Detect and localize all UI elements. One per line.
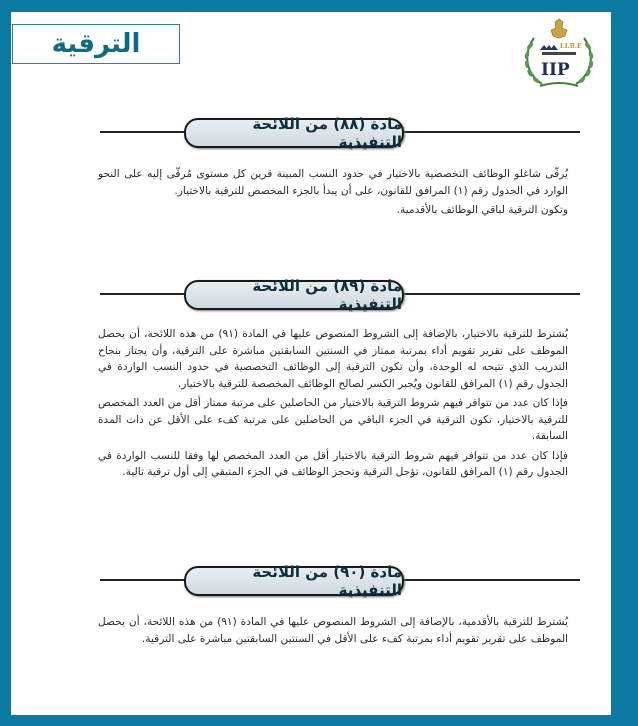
section-heading: مادة (٨٩) من اللائحة التنفيذية <box>252 277 402 313</box>
section-heading-pill <box>184 115 404 151</box>
institute-logo <box>516 18 602 98</box>
section-header-88 <box>100 115 580 151</box>
paragraph: يُشترط للترقية بالاختيار، بالإضافة إلى الشروط المنصوص عليها في المادة (٩١) من هذه اللائحة، أن يحصل الموظف على تقرير تقويم أداء بمرتبة ممتاز في السنتين السابقتين مباشرة على الترقية، وأن يجتاز بنجاح التدريب الذي تتيحه له الوحدة، وأن تكون الترقية إلى الوظائف التخصصية في حدود النسب الواردة في الجدول رقم (١) المرافق للقانون ويُجبر الكسر لصالح الوظائف المخصصة للترقية بالاختيار. <box>98 328 568 390</box>
section-header-89 <box>100 277 580 313</box>
paragraph: فإذا كان عدد من تتوافر فيهم شروط الترقية بالاختيار أقل من العدد المخصص لها وفقا للنسب الواردة في الجدول رقم (١) المرافق للقانون، تؤجل الترقية وتحجز الوظائف في الجزء المتبقي إلى أول ترقية تالية. <box>98 449 568 478</box>
section-heading-pill <box>184 277 404 313</box>
logo-small-text: I.I.B.E <box>560 43 582 50</box>
page-title: الترقية <box>51 29 141 59</box>
section-heading: مادة (٩٠) من اللائحة التنفيذية <box>252 563 402 599</box>
section-header-90 <box>100 563 580 599</box>
section-body-89 <box>98 326 568 484</box>
logo-acronym: IIP <box>541 60 570 80</box>
title-box <box>12 24 180 64</box>
section-body-90 <box>98 614 568 650</box>
logo-emblem-icon <box>516 18 602 98</box>
paragraph: فإذا كان عدد من تتوافر فيهم شروط الترقية بالاختيار من الحاصلين على مرتبة ممتاز أقل من العدد المخصص للترقية بالاختيار، تكون الترقية في الجزء الباقي من الحاصلين على مرتبة كفء على الأقل عن ذات المدة السابقة. <box>98 397 568 442</box>
paragraph: وتكون الترقية لباقي الوظائف بالأقدمية. <box>396 204 568 216</box>
section-body-88 <box>98 166 568 222</box>
section-heading: مادة (٨٨) من اللائحة التنفيذية <box>252 115 402 151</box>
paragraph: يُرقّى شاغلو الوظائف التخصصية بالاختيار في حدود النسب المبينة قرين كل مستوى مُرقّى إليه على النحو الوارد في الجدول رقم (١) المرافق للقانون، على أن يبدأ بالجزء المخصص للترقية بالاختيار. <box>98 168 568 197</box>
paragraph: يُشترط للترقية بالأقدمية، بالإضافة إلى الشروط المنصوص عليها في المادة (٩١) من هذه اللائحة، أن يحصل الموظف على تقرير تقويم أداء بمرتبة كفء على الأقل في السنتين السابقتين مباشرة على الترقية. <box>98 616 568 645</box>
section-heading-pill <box>184 563 404 599</box>
